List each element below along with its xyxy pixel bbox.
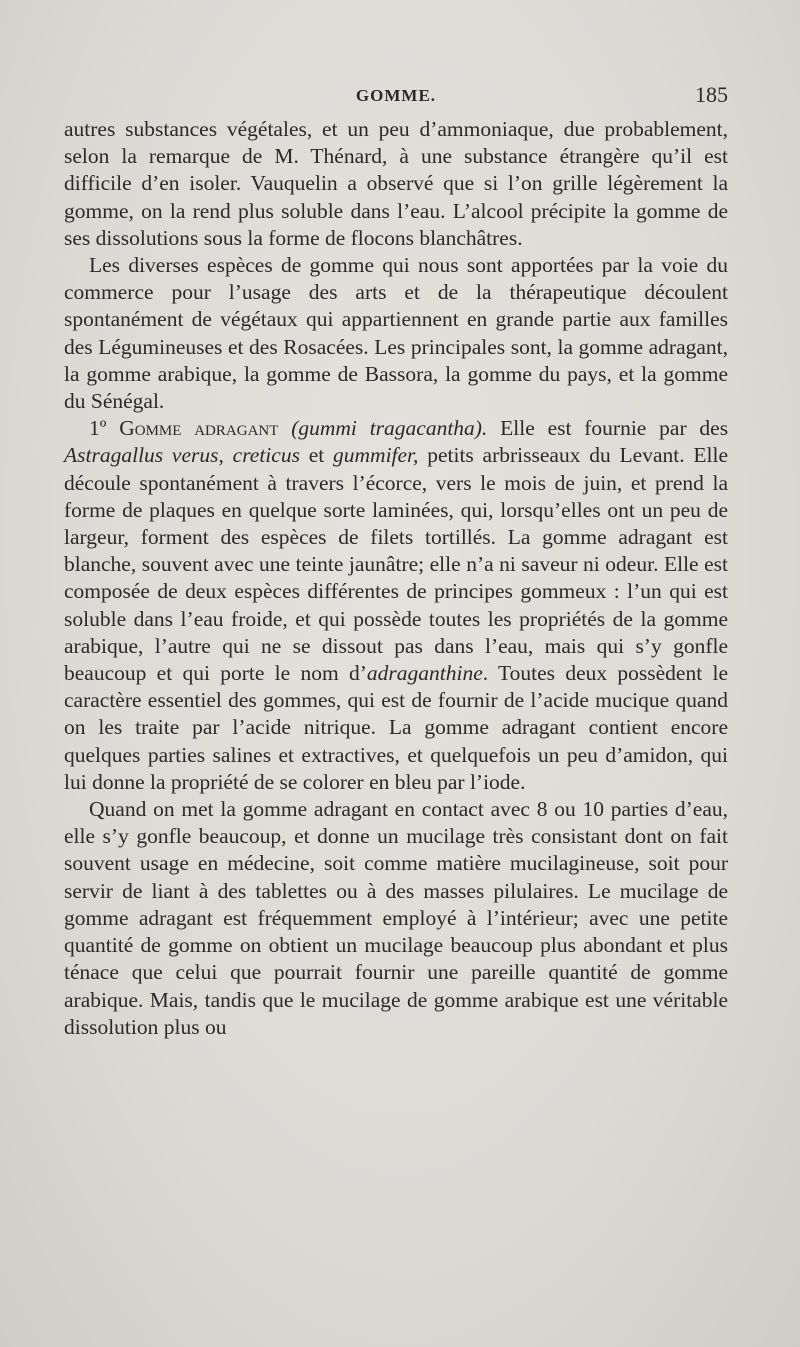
paragraph-gum-types: Les diverses espèces de gomme qui nous sont apportées par la voie du commerce pour l’usage des arts et de la thérapeutique découlent spontanément de végétaux qui appartiennent en grande partie aux familles des Légumineuses et des Rosacées. Les principales sont, la gomme adragant, la gomme arabique, la gomme de Bassora, la gomme du pays, et la gomme du Sénégal.: [64, 253, 728, 414]
latin-name: (gummi tragacantha).: [291, 416, 488, 441]
section-heading: Gomme adragant: [119, 416, 279, 441]
separator: et: [299, 443, 334, 468]
paragraph-text-c: . Toutes deux possèdent le caractère essentiel des gommes, qui est de fournir de l’acide mucique quand on les traite par l’acide nitrique. La gomme adragant contient encore quelques parties salines et extractives, et quelquefois un peu d’amidon, qui lui donne la propriété de se colorer en bleu par l’iode.: [64, 661, 728, 794]
term-adraganthine: adraganthine: [366, 661, 483, 686]
paragraph-continuation: autres substances végétales, et un peu d’ammoniaque, due probablement, selon la remarque de M. Thénard, à une substance étrangère qu’il est difficile d’en isoler. Vauquelin a observé que si l’on grille légèrement la gomme, on la rend plus soluble dans l’eau. L’alcool précipite la gomme de ses dissolutions sous la forme de flocons blanchâtres.: [64, 117, 728, 250]
separator: ,: [218, 443, 233, 468]
paragraph-mucilage: Quand on met la gomme adragant en contact avec 8 ou 10 parties d’eau, elle s’y gonfle beaucoup, et donne un mucilage très consistant dont on fait souvent usage en médecine, soit comme matière mucilagineuse, soit pour servir de liant à des tablettes ou à des masses pilulaires. Le mucilage de gomme adragant est fréquemment employé à l’intérieur; avec une petite quantité de gomme on obtient un mucilage beaucoup plus abondant et plus ténace que celui que pourrait fournir une pareille quantité de gomme arabique. Mais, tandis que le mucilage de gomme arabique est une véritable dissolution plus ou: [64, 797, 728, 1039]
body-text: [64, 116, 728, 1041]
running-head: [64, 82, 728, 110]
paragraph-text-a: Elle est fournie par des: [487, 416, 729, 441]
page-number: 185: [695, 82, 728, 107]
paragraph-text-b: petits arbrisseaux du Levant. Elle découle spontanément à travers l’écorce, vers le mois de juin, et prend la forme de plaques en quelque sorte laminées, qui, lorsqu’elles ont un peu de largeur, forment des espèces de filets tortillés. La gomme adragant est blanche, souvent avec une teinte jaunâtre; elle n’a ni saveur ni odeur. Elle est composée de deux espèces différentes de principes gommeux : l’un qui est soluble dans l’eau froide, et qui possède toutes les propriétés de la gomme arabique, l’autre qui ne se dissout pas dans l’eau, mais qui s’y gonfle beaucoup et qui porte le nom d’: [64, 443, 728, 686]
species-name: gummifer,: [333, 443, 419, 468]
species-name: creticus: [232, 443, 300, 468]
paragraph-gomme-adragant: [64, 415, 728, 796]
section-number: 1º: [89, 416, 107, 441]
running-title: GOMME.: [355, 86, 437, 105]
species-name: Astragallus verus: [64, 443, 219, 468]
